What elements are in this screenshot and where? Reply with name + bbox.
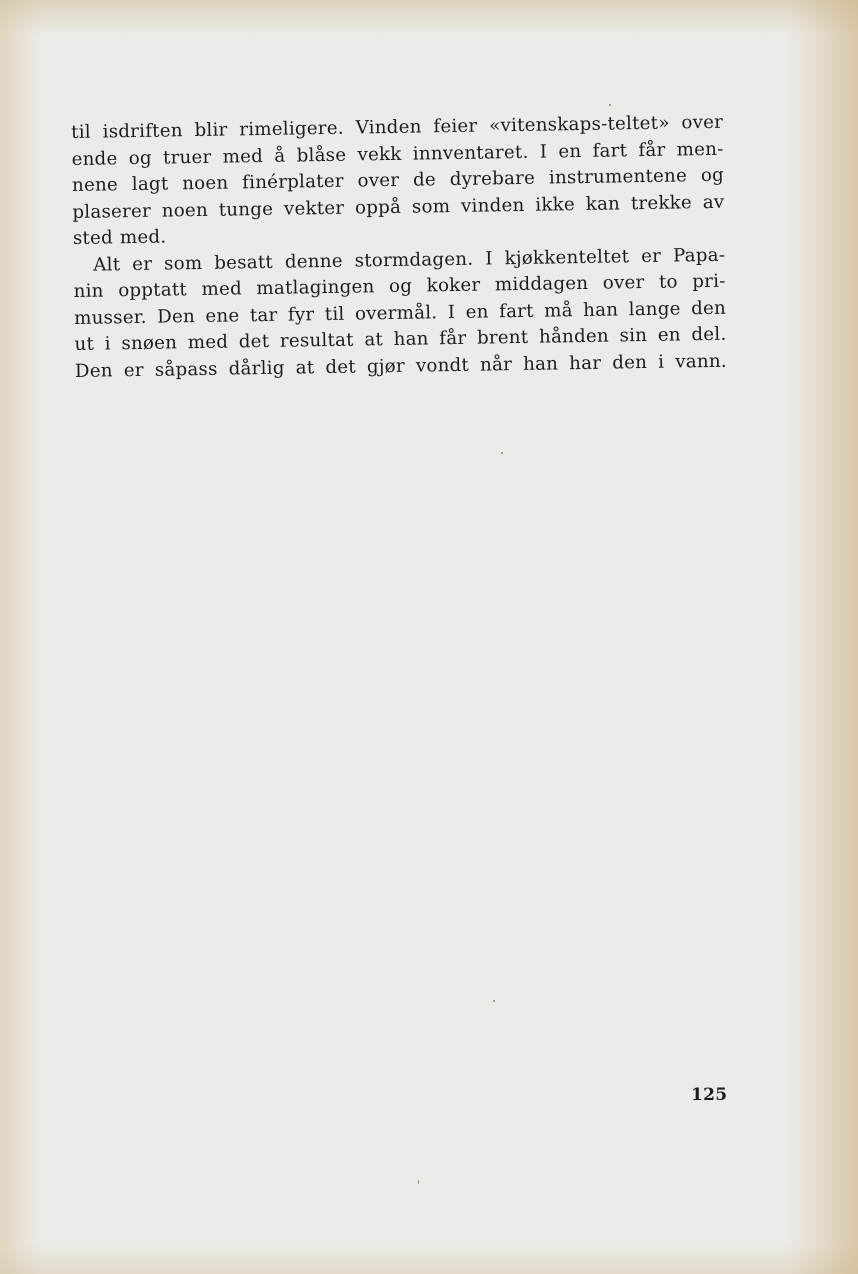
text-line: plaserer noen tunge vekter oppå som vinden ikke kan trekke av [72,191,725,223]
paper-speck [493,1000,495,1002]
text-line: nin opptatt med matlagingen og koker middagen over to pri- [73,270,726,302]
paper-speck [501,452,503,454]
paragraph [71,110,725,253]
text-line: nene lagt noen finérplater over de dyrebare instrumentene og [71,164,725,196]
text-line: til isdriften blir rimeligere. Vinden feier «vitenskaps-teltet» over [71,111,724,143]
text-line: Den er såpass dårlig at det gjør vondt når han har den i vann. [74,350,728,382]
paper-speck [418,1180,419,1184]
text-line: sted med. [72,226,167,249]
page-number: 125 [691,1085,728,1105]
paragraph [73,242,727,385]
text-line: ut i snøen med det resultat at han får brent hånden sin en del. [74,323,727,355]
paper-speck [609,104,611,106]
text-line: Alt er som besatt denne stormdagen. I kjøkkenteltet er Papa- [93,244,726,276]
body-text [71,110,727,385]
text-line: ende og truer med å blåse vekk innventaret. I en fart får men- [71,138,724,170]
text-line: musser. Den ene tar fyr til overmål. I en fart må han lange den [73,297,727,329]
